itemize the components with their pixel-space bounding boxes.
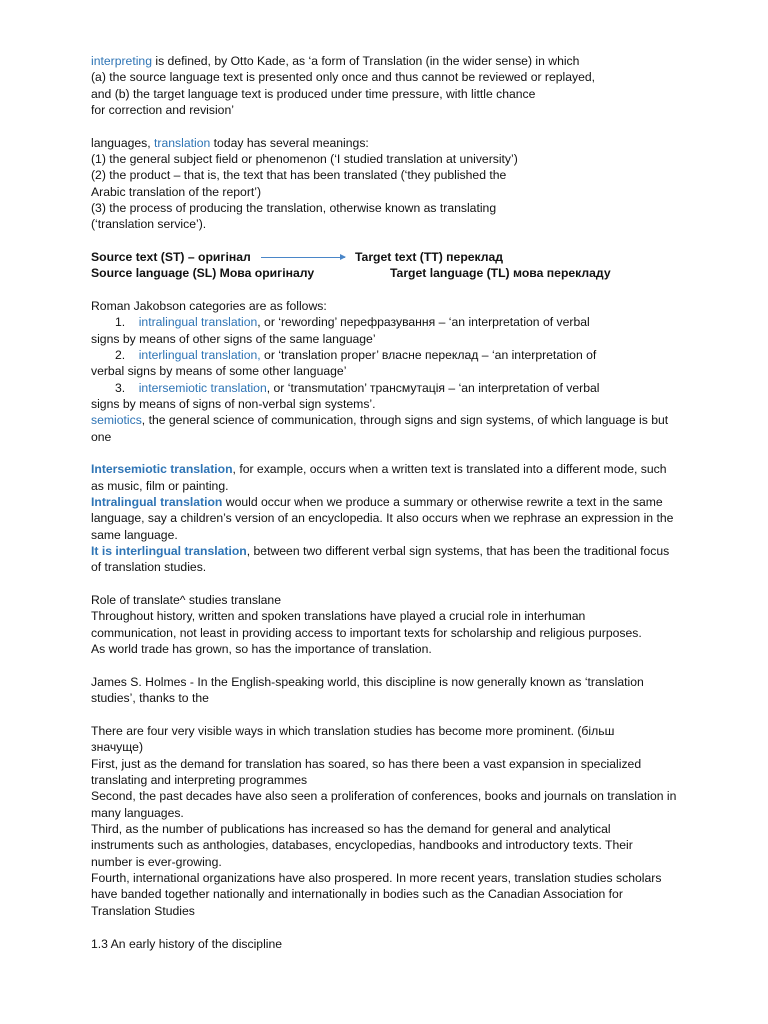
p2-line-4: Arabic translation of the report’) xyxy=(91,185,262,199)
p2-line-5: (3) the process of producing the translation, otherwise known as translating xyxy=(91,201,497,215)
section-heading: 1.3 An early history of the discipline xyxy=(91,937,283,951)
role-title: Role of translate^ studies translane xyxy=(91,593,281,607)
intralingual-line-cont: language, say a children’s version of an encyclopedia. It also occurs when we rephrase an expression in the xyxy=(91,511,674,525)
jakobson-intro: Roman Jakobson categories are as follows: xyxy=(91,299,327,313)
term-target-language: Target language (TL) мова перекладу xyxy=(390,266,611,280)
intersemiotic-line-cont: as music, film or painting. xyxy=(91,479,229,493)
keyword-interlingual: interlingual translation, xyxy=(138,348,261,362)
holmes-line-1: James S. Holmes - In the English-speaking world, this discipline is now generally known as ‘translation xyxy=(91,675,644,689)
p1-line-2: (a) the source language text is presented only once and thus cannot be reviewed or replayed, xyxy=(91,70,596,84)
term-target-text: Target text (TT) переклад xyxy=(355,250,504,264)
ways-line-7: Third, as the number of publications has increased so has the demand for general and analytical xyxy=(91,822,611,836)
jakobson-item-2-cont: verbal signs by means of some other language’ xyxy=(91,364,347,378)
p1-line-4: for correction and revision’ xyxy=(91,103,234,117)
intersemiotic-line: Intersemiotic translation, for example, occurs when a written text is translated into a different mode, such xyxy=(91,462,667,476)
keyword-intersemiotic-bold: Intersemiotic translation xyxy=(91,462,233,476)
interlingual-line-cont: of translation studies. xyxy=(91,560,207,574)
term-source-text: Source text (ST) – оригінал xyxy=(91,250,251,264)
jakobson-item-3: 3. intersemiotic translation, or ‘transmutation’ трансмутація – ‘an interpretation of verbal xyxy=(115,381,600,395)
ways-line-5: Second, the past decades have also seen a proliferation of conferences, books and journals on translation in xyxy=(91,789,677,803)
ways-line-12: Translation Studies xyxy=(91,904,195,918)
ways-line-11: have banded together nationally and internationally in bodies such as the Canadian Association for xyxy=(91,887,623,901)
semiotics-line: semiotics, the general science of communication, through signs and sign systems, of which language is but xyxy=(91,413,669,427)
role-line-3: As world trade has grown, so has the importance of translation. xyxy=(91,642,432,656)
intralingual-line: Intralingual translation would occur when we produce a summary or otherwise rewrite a text in the same xyxy=(91,495,663,509)
keyword-translation: translation xyxy=(154,136,211,150)
p2-line-6: (‘translation service’). xyxy=(91,217,207,231)
p2-line-2: (1) the general subject field or phenomenon (‘I studied translation at university’) xyxy=(91,152,518,166)
ways-line-4: translating and interpreting programmes xyxy=(91,773,308,787)
right-arrow-icon xyxy=(261,257,345,258)
ways-line-1: There are four very visible ways in which translation studies has become more prominent. (більш xyxy=(91,724,615,738)
keyword-semiotics: semiotics xyxy=(91,413,142,427)
semiotics-line-cont: one xyxy=(91,430,112,444)
keyword-interpreting: interpreting xyxy=(91,54,152,68)
ways-line-10: Fourth, international organizations have also prospered. In more recent years, translation studies scholars xyxy=(91,871,662,885)
keyword-intralingual: intralingual translation xyxy=(138,315,258,329)
role-line-1: Throughout history, written and spoken translations have played a crucial role in interhuman xyxy=(91,609,586,623)
p1-line-1: interpreting is defined, by Otto Kade, as ‘a form of Translation (in the wider sense) in which xyxy=(91,54,580,68)
role-line-2: communication, not least in providing access to important texts for scholarship and religious purposes. xyxy=(91,626,642,640)
keyword-interlingual-bold: It is interlingual translation xyxy=(91,544,247,558)
intralingual-line-cont-2: same language. xyxy=(91,528,178,542)
jakobson-item-1: 1. intralingual translation, or ‘rewording’ перефразування – ‘an interpretation of verbal xyxy=(115,315,590,329)
ways-line-6: many languages. xyxy=(91,806,184,820)
ways-line-8: instruments such as anthologies, databases, encyclopedias, handbooks and introductory texts. Their xyxy=(91,838,633,852)
interlingual-line: It is interlingual translation, between two different verbal sign systems, that has been the traditional focus xyxy=(91,544,670,558)
jakobson-item-2: 2. interlingual translation, or ‘translation proper’ власне переклад – ‘an interpretation of xyxy=(115,348,597,362)
keyword-intersemiotic: intersemiotic translation xyxy=(138,381,267,395)
jakobson-item-1-cont: signs by means of other signs of the same language’ xyxy=(91,332,376,346)
ways-line-9: number is ever-growing. xyxy=(91,855,222,869)
holmes-line-2: studies’, thanks to the xyxy=(91,691,209,705)
p2-line-1: languages, translation today has several meanings: xyxy=(91,136,369,150)
keyword-intralingual-bold: Intralingual translation xyxy=(91,495,223,509)
jakobson-item-3-cont: signs by means of signs of non-verbal sign systems’. xyxy=(91,397,376,411)
term-source-language: Source language (SL) Мова оригіналу xyxy=(91,266,315,280)
p1-line-3: and (b) the target language text is produced under time pressure, with little chance xyxy=(91,87,536,101)
ways-line-2: значуще) xyxy=(91,740,143,754)
p2-line-3: (2) the product – that is, the text that has been translated (‘they published the xyxy=(91,168,507,182)
ways-line-3: First, just as the demand for translation has soared, so has there been a vast expansion in specialized xyxy=(91,757,642,771)
